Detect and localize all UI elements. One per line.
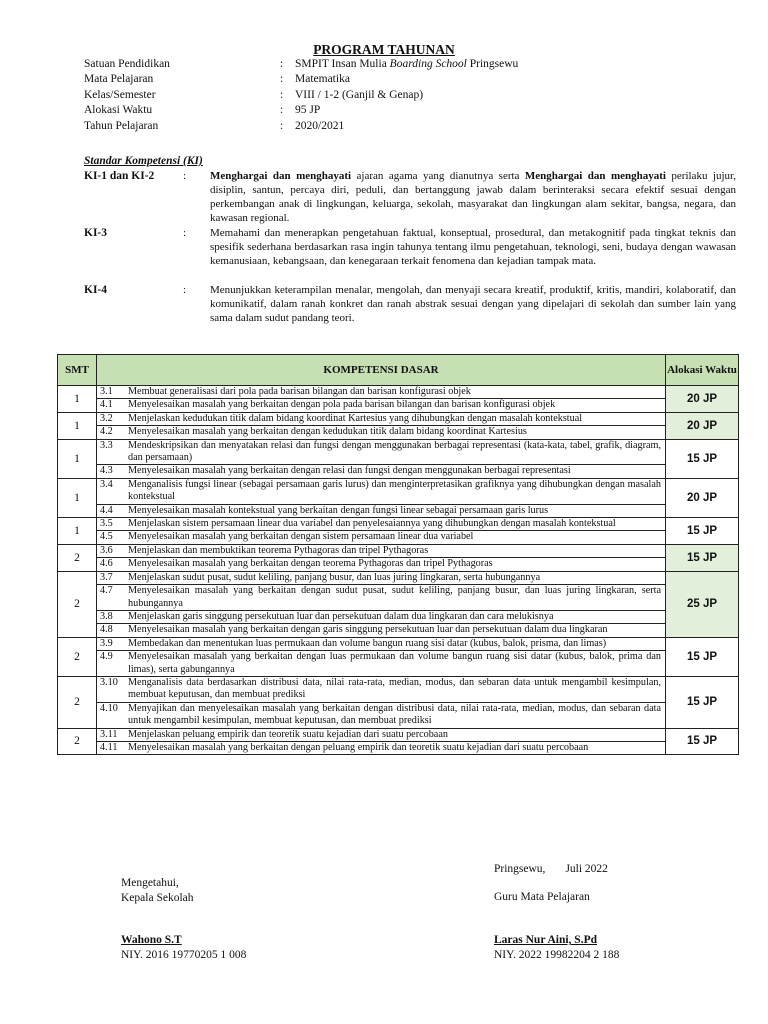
info-colon: : xyxy=(280,104,284,117)
header-smt: SMT xyxy=(58,355,97,386)
semester-cell: 2 xyxy=(58,571,97,637)
kd-number: 3.3 xyxy=(100,439,113,451)
semester-cell: 2 xyxy=(58,544,97,571)
info-label: Satuan Pendidikan xyxy=(84,58,170,70)
ki-text: Menunjukkan keterampilan menalar, mengolah, dan menyaji secara kreatif, produktif, kritis, mandiri, kolaboratif, dan komunikatif, dalam ranah konkret dan ranah abstrak sesuai dengan yang dipelajari di sekolah dan sumber lain yang sama dalam sudut pandang teori. xyxy=(210,284,736,325)
info-value: VIII / 1-2 (Ganjil & Genap) xyxy=(295,88,424,101)
info-value: SMPIT Insan Mulia Boarding School Pringsewu xyxy=(295,58,519,70)
kd-text: Menganalisis data berdasarkan distribusi data, nilai rata-rata, median, modus, dan sebaran data untuk mengambil kesimpulan, membuat keputusan, dan membuat prediksi xyxy=(128,676,661,701)
semester-cell: 1 xyxy=(58,478,97,517)
kd-item xyxy=(97,413,665,425)
kompetensi-dasar-table xyxy=(57,354,739,755)
teacher-role: Guru Mata Pelajaran xyxy=(494,891,590,903)
ki-code: KI-4 xyxy=(84,284,107,296)
ki-code: KI-3 xyxy=(84,227,107,239)
alokasi-cell: 20 JP xyxy=(666,478,739,517)
kd-cell xyxy=(97,728,666,755)
kd-item xyxy=(97,464,665,477)
principal-block xyxy=(121,876,194,906)
info-label: Kelas/Semester xyxy=(84,88,156,101)
semester-cell: 1 xyxy=(58,386,97,413)
kd-cell xyxy=(97,478,666,517)
table-row xyxy=(58,439,739,478)
kd-item xyxy=(97,557,665,570)
teacher-name: Laras Nur Aini, S.Pd xyxy=(494,934,597,946)
table-row xyxy=(58,676,739,728)
info-value: 2020/2021 xyxy=(295,119,345,132)
kd-number: 3.8 xyxy=(100,610,113,622)
kd-text: Menyelesaikan masalah yang berkaitan dengan kedudukan titik dalam bidang koordinat Kartesius xyxy=(128,426,527,438)
ki-colon: : xyxy=(183,284,187,296)
info-label: Alokasi Waktu xyxy=(84,104,153,117)
table-row xyxy=(58,412,739,439)
kd-text: Membedakan dan menentukan luas permukaan dan volume bangun ruang sisi datar (kubus, balok, prisma, dan limas) xyxy=(128,637,607,649)
principal-greeting: Mengetahui, xyxy=(121,877,179,889)
kd-number: 3.10 xyxy=(100,676,118,688)
header-kd: KOMPETENSI DASAR xyxy=(97,355,666,386)
kd-cell xyxy=(97,412,666,439)
kd-text: Menjelaskan sudut pusat, sudut keliling, panjang busur, dan luas juring lingkaran, serta hubungannya xyxy=(128,571,541,583)
kd-number: 3.2 xyxy=(100,412,113,424)
kd-item xyxy=(97,741,665,754)
kd-item xyxy=(97,677,665,702)
kd-item xyxy=(97,650,665,676)
kd-text: Menjelaskan garis singgung persekutuan luar dan persekutuan dalam dua lingkaran dan cara melukisnya xyxy=(128,610,554,622)
ki-text: Memahami dan menerapkan pengetahuan faktual, konseptual, prosedural, dan metakognitif pada tingkat teknis dan spesifik sederhana berdasarkan rasa ingin tahunya tentang ilmu pengetahuan, teknologi, seni, budaya dengan wawasan kemanusiaan, kebangsaan, dan kenegaraan terkait fenomena dan kejadian tampak mata. xyxy=(210,227,736,268)
kd-text: Menyelesaikan masalah yang berkaitan dengan teorema Pythagoras dan tripel Pythagoras xyxy=(128,558,493,570)
principal-name: Wahono S.T xyxy=(121,934,182,946)
document-title: PROGRAM TAHUNAN xyxy=(313,42,455,57)
identity-block xyxy=(84,57,518,134)
kd-text: Menjelaskan kedudukan titik dalam bidang koordinat Kartesius yang dihubungkan dengan masalah kontekstual xyxy=(128,412,583,424)
kd-item xyxy=(97,518,665,530)
place-date: Pringsewu, Juli 2022 xyxy=(494,863,608,875)
kd-text: Menyelesaikan masalah yang berkaitan dengan garis singgung persekutuan luar dan persekutuan dalam dua lingkaran xyxy=(128,624,608,636)
info-label: Mata Pelajaran xyxy=(84,73,154,86)
kd-number: 3.6 xyxy=(100,544,113,556)
kd-number: 4.6 xyxy=(100,558,113,570)
kd-item xyxy=(97,440,665,465)
ki-1-2 xyxy=(84,169,736,225)
table-row xyxy=(58,478,739,517)
info-row-tahun xyxy=(84,119,518,134)
kd-cell xyxy=(97,439,666,478)
semester-cell: 1 xyxy=(58,439,97,478)
kd-number: 3.9 xyxy=(100,637,113,649)
alokasi-cell: 15 JP xyxy=(666,518,739,545)
kd-cell xyxy=(97,571,666,637)
alokasi-cell: 20 JP xyxy=(666,386,739,413)
semester-cell: 1 xyxy=(58,412,97,439)
ki-3 xyxy=(84,226,736,268)
kd-text: Membuat generalisasi dari pola pada barisan bilangan dan barisan konfigurasi objek xyxy=(128,386,471,397)
kd-number: 3.7 xyxy=(100,571,113,583)
kd-cell xyxy=(97,518,666,545)
kd-text: Menyelesaikan masalah kontekstual yang berkaitan dengan fungsi linear sebagai persamaan garis lurus xyxy=(128,504,549,516)
kd-cell xyxy=(97,386,666,413)
kd-cell xyxy=(97,544,666,571)
kd-text: Menjelaskan dan membuktikan teorema Pythagoras dan tripel Pythagoras xyxy=(128,544,429,556)
kd-item xyxy=(97,729,665,741)
kd-text: Menyelesaikan masalah yang berkaitan dengan pola pada barisan bilangan dan barisan konfigurasi objek xyxy=(128,399,556,411)
kd-item xyxy=(97,584,665,610)
semester-cell: 1 xyxy=(58,518,97,545)
info-row-alokasi xyxy=(84,103,518,118)
principal-signature xyxy=(121,933,246,963)
kd-number: 4.8 xyxy=(100,624,113,636)
alokasi-cell: 15 JP xyxy=(666,637,739,676)
kd-number: 3.5 xyxy=(100,518,113,530)
kd-text: Mendeskripsikan dan menyatakan relasi dan fungsi dengan menggunakan berbagai representasi (kata-kata, tabel, grafik, diagram, dan persamaan) xyxy=(128,439,661,464)
info-value: Matematika xyxy=(295,73,350,86)
semester-cell: 2 xyxy=(58,637,97,676)
table-header-row xyxy=(58,355,739,386)
kd-item xyxy=(97,425,665,438)
info-row-satuan xyxy=(84,57,518,72)
info-row-mapel xyxy=(84,72,518,87)
kd-item xyxy=(97,530,665,543)
kd-number: 3.11 xyxy=(100,728,118,740)
info-label: Tahun Pelajaran xyxy=(84,119,159,132)
ki-text: Menghargai dan menghayati ajaran agama yang dianutnya serta Menghargai dan menghayati perilaku jujur, disiplin, santun, percaya diri, peduli, dan bertanggung jawab dalam berinteraksi secara efektif sesuai dengan perkembangan anak di lingkungan, keluarga, sekolah, masyarakat dan lingkungan alam sekitar, bangsa, negara, dan kawasan regional. xyxy=(210,170,736,225)
info-value: 95 JP xyxy=(295,104,321,117)
kd-item xyxy=(97,702,665,728)
table-row xyxy=(58,544,739,571)
principal-role: Kepala Sekolah xyxy=(121,892,194,904)
kd-number: 4.9 xyxy=(100,651,113,663)
table-body xyxy=(58,386,739,755)
semester-cell: 2 xyxy=(58,676,97,728)
ki-code: KI-1 dan KI-2 xyxy=(84,170,155,182)
kd-cell xyxy=(97,637,666,676)
kd-text: Menjelaskan peluang empirik dan teoretik suatu kejadian dari suatu percobaan xyxy=(128,728,448,740)
table-row xyxy=(58,637,739,676)
kd-text: Menganalisis fungsi linear (sebagai persamaan garis lurus) dan menginterpretasikan grafiknya yang dihubungkan dengan masalah kontekstual xyxy=(128,478,661,503)
alokasi-cell: 15 JP xyxy=(666,544,739,571)
table-row xyxy=(58,571,739,637)
header-alokasi: Alokasi Waktu xyxy=(666,355,739,386)
kd-number: 4.11 xyxy=(100,741,118,753)
kd-item xyxy=(97,479,665,504)
alokasi-cell: 15 JP xyxy=(666,439,739,478)
kd-item xyxy=(97,572,665,584)
kd-text: Menyelesaikan masalah yang berkaitan dengan peluang empirik dan teoretik suatu kejadian dari suatu percobaan xyxy=(128,741,589,753)
kd-number: 4.4 xyxy=(100,504,113,516)
kd-item xyxy=(97,610,665,623)
kd-item xyxy=(97,398,665,411)
ki-colon: : xyxy=(183,227,187,239)
table-row xyxy=(58,518,739,545)
info-colon: : xyxy=(280,88,284,101)
ki-heading: Standar Kompetensi (KI) xyxy=(84,155,203,167)
kd-number: 4.10 xyxy=(100,702,118,714)
kd-number: 4.1 xyxy=(100,399,113,411)
alokasi-cell: 15 JP xyxy=(666,676,739,728)
kd-number: 4.3 xyxy=(100,465,113,477)
kd-number: 3.4 xyxy=(100,478,113,490)
info-row-kelas xyxy=(84,88,518,103)
kd-item xyxy=(97,545,665,557)
kd-number: 4.2 xyxy=(100,426,113,438)
table-row xyxy=(58,386,739,413)
teacher-niy: NIY. 2022 19982204 2 188 xyxy=(494,949,620,961)
principal-niy: NIY. 2016 19770205 1 008 xyxy=(121,949,247,961)
ki-colon: : xyxy=(183,170,187,182)
info-colon: : xyxy=(280,119,284,132)
alokasi-cell: 25 JP xyxy=(666,571,739,637)
info-colon: : xyxy=(280,58,284,70)
alokasi-cell: 20 JP xyxy=(666,412,739,439)
alokasi-cell: 15 JP xyxy=(666,728,739,755)
info-colon: : xyxy=(280,73,284,86)
kd-cell xyxy=(97,676,666,728)
kd-text: Menyelesaikan masalah yang berkaitan dengan sudut pusat, sudut keliling, panjang busur, dan luas juring lingkaran, serta hubungannya xyxy=(128,585,661,609)
kd-text: Menyelesaikan masalah yang berkaitan dengan relasi dan fungsi dengan menggunakan berbagai representasi xyxy=(128,465,571,477)
kd-item xyxy=(97,638,665,650)
kd-number: 3.1 xyxy=(100,386,113,397)
kd-item xyxy=(97,623,665,636)
kd-text: Menjelaskan sistem persamaan linear dua variabel dan penyelesaiannya yang dihubungkan dengan masalah kontekstual xyxy=(128,518,616,530)
semester-cell: 2 xyxy=(58,728,97,755)
kd-number: 4.5 xyxy=(100,531,113,543)
ki-4 xyxy=(84,283,736,325)
kd-text: Menyelesaikan masalah yang berkaitan dengan luas permukaan dan volume bangun ruang sisi datar (kubus, balok, prima dan limas), serta gabungannya xyxy=(128,651,661,675)
kd-item xyxy=(97,386,665,398)
teacher-signature xyxy=(494,933,619,963)
table-row xyxy=(58,728,739,755)
kd-text: Menyelesaikan masalah yang berkaitan dengan sistem persamaan linear dua variabel xyxy=(128,531,474,543)
kd-item xyxy=(97,504,665,517)
kd-number: 4.7 xyxy=(100,585,113,597)
kd-text: Menyajikan dan menyelesaikan masalah yang berkaitan dengan distribusi data, nilai rata-rata, median, modus, dan sebaran data untuk mengambil kesimpulan, membuat keputusan, dan membuat prediksi xyxy=(128,702,661,727)
